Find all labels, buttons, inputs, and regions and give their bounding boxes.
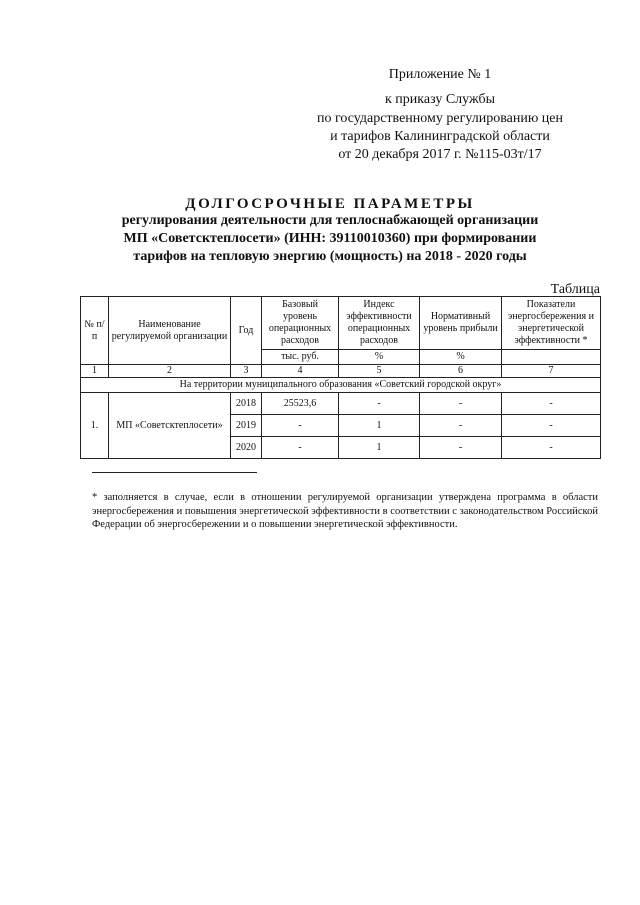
column-number: 3	[231, 365, 262, 378]
appendix-authority-line: по государственному регулированию цен	[317, 111, 563, 126]
unit-energy	[502, 350, 601, 365]
unit-index: %	[339, 350, 420, 365]
document-title: ДОЛГОСРОЧНЫЕ ПАРАМЕТРЫ	[185, 196, 475, 212]
year-cell: 2020	[231, 437, 262, 459]
column-number: 6	[420, 365, 502, 378]
title-line-3: МП «Советсктеплосети» (ИНН: 39110010360) при формировании	[123, 231, 537, 246]
table-header-row	[81, 297, 601, 350]
header-base: Базовый уровень операционных расходов	[262, 297, 339, 350]
header-num: № п/п	[81, 297, 109, 365]
territory-row	[81, 378, 601, 393]
header-year: Год	[231, 297, 262, 365]
unit-profit: %	[420, 350, 502, 365]
energy-indicator-cell: -	[502, 393, 601, 415]
table-row	[81, 393, 601, 415]
footnote-text: * заполняется в случае, если в отношении регулируемой организации утверждена программа в области энергосбережения и повышения энергетической эффективности в соответствии с законодательством Российской Федерации об энергосбережении и о повышении энергетической эффективности.	[92, 492, 598, 530]
base-cost-cell: -	[262, 415, 339, 437]
energy-indicator-cell: -	[502, 437, 601, 459]
organization-name: МП «Советсктеплосети»	[109, 393, 231, 459]
title-line-2: регулирования деятельности для теплоснабжающей организации	[121, 213, 539, 228]
appendix-order-line: к приказу Службы	[385, 92, 495, 107]
parameters-table	[80, 296, 601, 459]
efficiency-index-cell: 1	[339, 437, 420, 459]
appendix-number: Приложение № 1	[388, 67, 492, 82]
header-profit: Нормативный уровень прибыли	[420, 297, 502, 350]
row-number: 1.	[81, 393, 109, 459]
appendix-region-line: и тарифов Калининградской области	[330, 129, 550, 144]
profit-level-cell: -	[420, 393, 502, 415]
title-line-4: тарифов на тепловую энергию (мощность) на 2018 - 2020 годы	[133, 249, 527, 264]
energy-indicator-cell: -	[502, 415, 601, 437]
base-cost-cell: 25523,6	[262, 393, 339, 415]
efficiency-index-cell: 1	[339, 415, 420, 437]
column-number: 5	[339, 365, 420, 378]
appendix-date-line: от 20 декабря 2017 г. №115-03т/17	[338, 147, 542, 162]
column-number: 7	[502, 365, 601, 378]
profit-level-cell: -	[420, 437, 502, 459]
table-caption: Таблица	[550, 282, 600, 297]
year-cell: 2019	[231, 415, 262, 437]
column-number: 1	[81, 365, 109, 378]
column-number: 2	[109, 365, 231, 378]
header-energy: Показатели энергосбережения и энергетической эффективности *	[502, 297, 601, 350]
column-number: 4	[262, 365, 339, 378]
footnote-divider	[92, 472, 257, 473]
year-cell: 2018	[231, 393, 262, 415]
efficiency-index-cell: -	[339, 393, 420, 415]
territory-label: На территории муниципального образования «Советский городской округ»	[81, 378, 601, 393]
header-index: Индекс эффективности операционных расходов	[339, 297, 420, 350]
unit-base: тыс. руб.	[262, 350, 339, 365]
column-numbers-row	[81, 365, 601, 378]
base-cost-cell: -	[262, 437, 339, 459]
header-org: Наименование регулируемой организации	[109, 297, 231, 365]
profit-level-cell: -	[420, 415, 502, 437]
